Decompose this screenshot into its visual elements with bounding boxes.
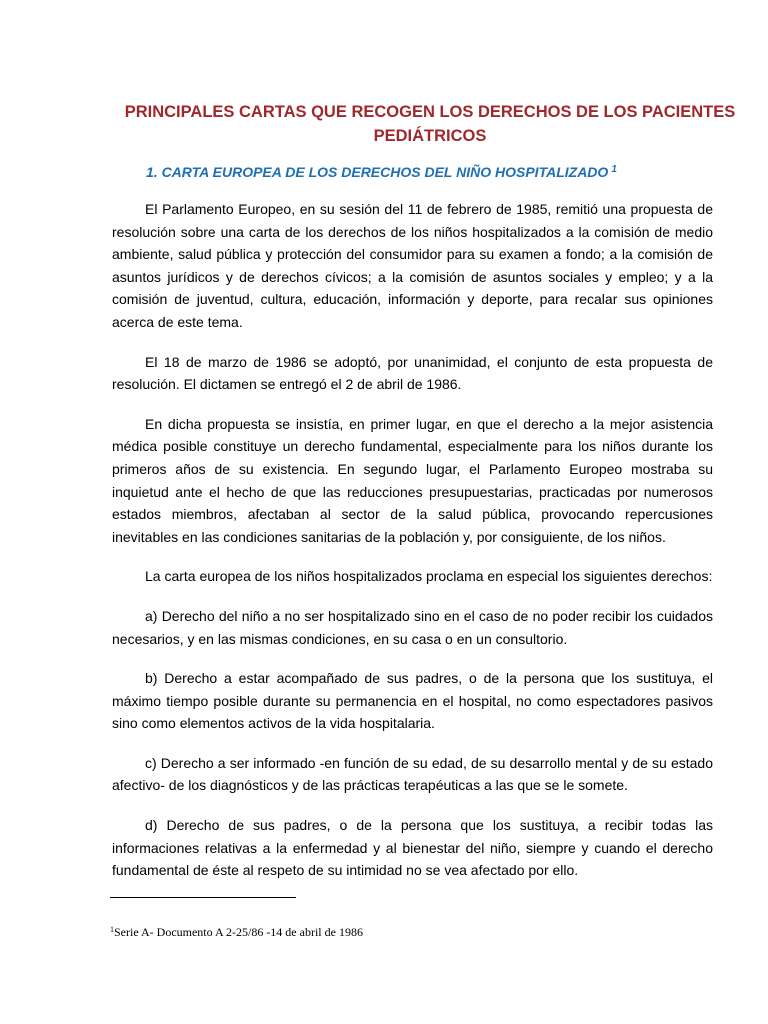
paragraph-propuesta: En dicha propuesta se insistía, en primer lugar, en que el derecho a la mejor asistencia médica posible constituye un derecho fundamental, especialmente para los niños durante los primeros años de su existencia. En segundo lugar, el Parlamento Europeo mostraba su inquietud ante el hecho de que las reducciones presupuestarias, practicadas por numerosos estados miembros, afectaban al sector de la salud pública, provocando repercusiones inevitables en las condiciones sanitarias de la población y, por consiguiente, de los niños.: [112, 415, 713, 545]
page-title-line-1: PRINCIPALES CARTAS QUE RECOGEN LOS DERECHOS DE LOS PACIENTES: [124, 103, 736, 121]
list-item-derecho-b: b) Derecho a estar acompañado de sus padres, o de la persona que los sustituya, el máximo tiempo posible durante su permanencia en el hospital, no como espectadores pasivos sino como elementos activos de la vida hospitalaria.: [112, 670, 713, 732]
paragraph-parlamento-europeo: El Parlamento Europeo, en su sesión del 11 de febrero de 1985, remitió una propuesta de resolución sobre una carta de los derechos de los niños hospitalizados a la comisión de medio ambiente, salud pública y protección del consumidor para su examen a fondo; a la comisión de asuntos jurídicos y de derechos cívicos; a la comisión de asuntos sociales y empleo; y a la comisión de juventud, cultura, educación, información y deporte, para recalar sus opiniones acerca de este tema.: [112, 201, 713, 330]
footnote-divider: [110, 897, 296, 898]
page-title: [120, 100, 740, 148]
footnote-reference: 1: [611, 164, 617, 175]
body-text: [112, 198, 713, 899]
section-heading-text: 1. CARTA EUROPEA DE LOS DERECHOS DEL NIÑO HOSPITALIZADO: [146, 164, 609, 180]
paragraph-adopcion: El 18 de marzo de 1986 se adoptó, por unanimidad, el conjunto de esta propuesta de resolución. El dictamen se entregó el 2 de abril de 1986.: [112, 353, 713, 393]
page-title-line-2: PEDIÁTRICOS: [373, 127, 487, 145]
footnote-number: 1: [110, 925, 114, 934]
list-item-derecho-a: a) Derecho del niño a no ser hospitalizado sino en el caso de no poder recibir los cuidados necesarios, y en las mismas condiciones, en su casa o en un consultorio.: [112, 607, 713, 647]
footnote-text: Serie A- Documento A 2-25/86 -14 de abril de 1986: [114, 925, 363, 939]
list-item-derecho-d: d) Derecho de sus padres, o de la persona que los sustituya, a recibir todas las informaciones relativas a la enfermedad y al bienestar del niño, siempre y cuando el derecho fundamental de éste al respeto de su intimidad no se vea afectado por ello.: [112, 817, 713, 879]
paragraph-carta-proclama: La carta europea de los niños hospitalizados proclama en especial los siguientes derechos:: [145, 568, 713, 585]
footnote: [110, 924, 363, 940]
list-item-derecho-c: c) Derecho a ser informado -en función de su edad, de su desarrollo mental y de su estado afectivo- de los diagnósticos y de las prácticas terapéuticas a las que se le somete.: [112, 754, 713, 794]
section-heading: [146, 162, 617, 182]
